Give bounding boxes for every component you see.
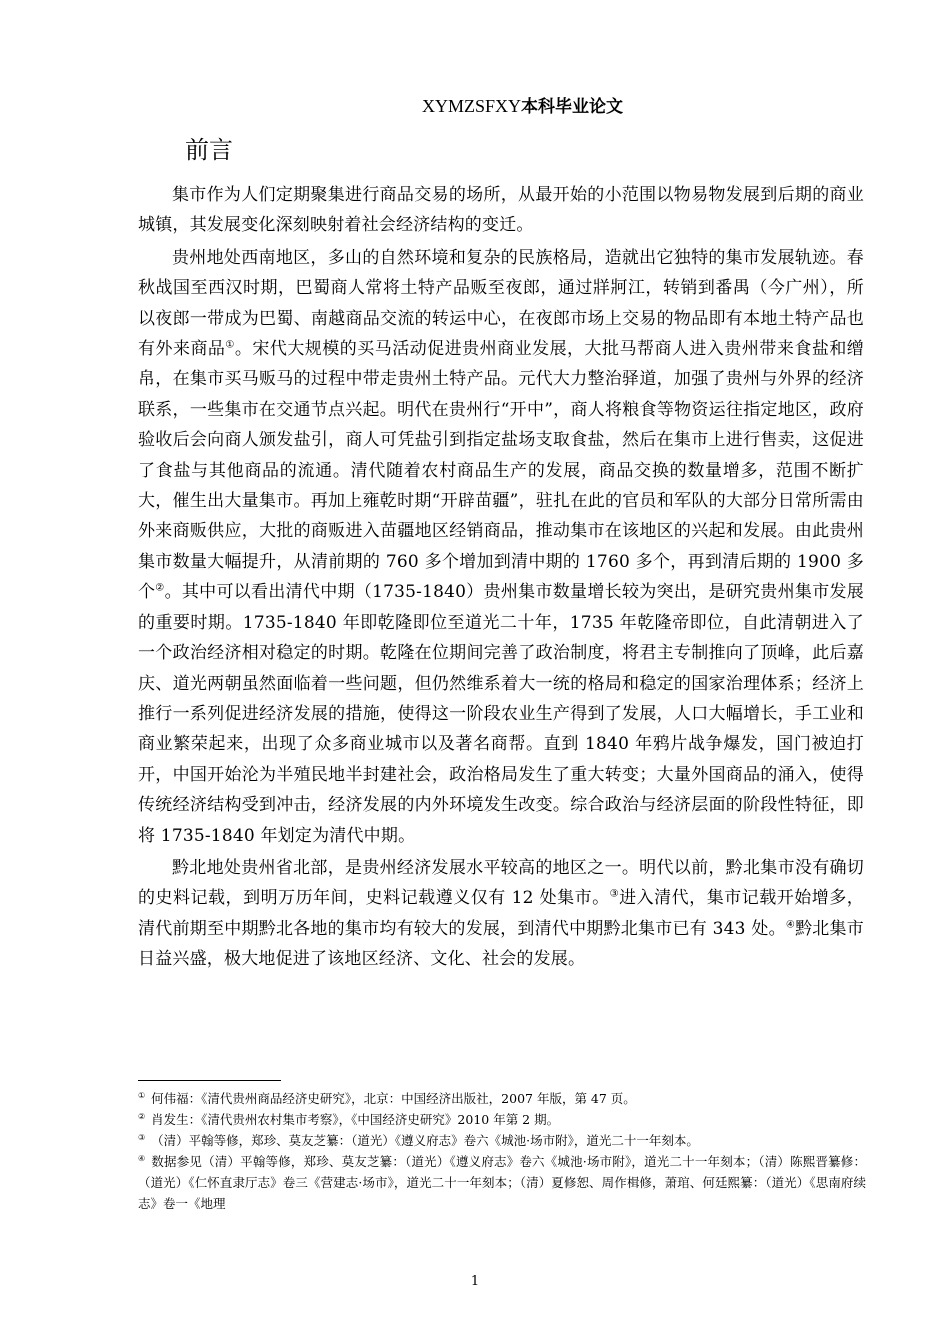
footnotes	[138, 1088, 866, 1214]
footnote-separator	[138, 1080, 281, 1081]
running-header	[0, 94, 950, 119]
footnote-ref-4[interactable]: ④	[785, 919, 796, 931]
footnote-2-text: 肖发生：《清代贵州农村集市考察》，《中国经济史研究》2010 年第 2 期。	[151, 1112, 560, 1127]
page-number: 1	[470, 1274, 480, 1289]
paragraph-3	[138, 853, 864, 975]
footnote-ref-1[interactable]: ①	[225, 339, 235, 351]
footnote-ref-2[interactable]: ②	[155, 582, 165, 594]
footnote-4	[138, 1151, 866, 1214]
header-label: 本科毕业论文	[521, 97, 624, 117]
footnote-ref-3[interactable]: ③	[609, 888, 620, 900]
paragraph-3-text-a: 黔北地处贵州省北部，是贵州经济发展水平较高的地区之一。明代以前，黔北集市没有确切的史料记载，到明万历年间，史料记载遵义仅有 12 处集市。	[138, 857, 864, 909]
paragraph-1	[138, 180, 864, 241]
paragraph-2	[138, 243, 864, 851]
footnote-4-mark: ④	[138, 1153, 146, 1163]
paragraph-1-text: 集市作为人们定期聚集进行商品交易的场所，从最开始的小范围以物易物发展到后期的商业城镇，其发展变化深刻映射着社会经济结构的变迁。	[138, 185, 864, 236]
footnote-4-text: 数据参见（清）平翰等修，郑珍、莫友芝纂：（道光）《遵义府志》卷六《城池·场市附》，道光二十一年刻本；（清）陈熙晋纂修：（道光）《仁怀直隶厅志》卷三《营建志·场市》，道光二十一年刻本；（清）夏修恕、周作楫修，萧琯、何廷熙纂：（道光）《思南府续志》卷一《地理	[138, 1154, 866, 1211]
footnote-1-mark: ①	[138, 1090, 146, 1100]
paragraph-2-text-b: 。宋代大规模的买马活动促进贵州商业发展，大批马帮商人进入贵州带来食盐和缯帛，在集市买马贩马的过程中带走贵州土特产品。元代大力整治驿道，加强了贵州与外界的经济联系，一些集市在交通节点兴起。明代在贵州行“开中”，商人将粮食等物资运往指定地区，政府验收后会向商人颁发盐引，商人可凭盐引到指定盐场支取食盐，然后在集市上进行售卖，这促进了食盐与其他商品的流通。清代随着农村商品生产的发展，商品交换的数量增多，范围不断扩大，催生出大量集市。再加上雍乾时期“开辟苗疆”，驻扎在此的官员和军队的大部分日常所需由外来商贩供应，大批的商贩进入苗疆地区经销商品，推动集市在该地区的兴起和发展。由此贵州集市数量大幅提升，从清前期的 760 多个增加到清中期的 1760 多个，再到清后期的 1900 多个	[138, 339, 864, 603]
footnote-1	[138, 1088, 866, 1109]
footnote-2-mark: ②	[138, 1111, 146, 1121]
header-school-id: XYMZSFXY	[421, 96, 522, 116]
footnote-3-mark: ③	[138, 1132, 146, 1142]
paragraph-3-text-c: 黔北集市日益兴盛，极大地促进了该地区经济、文化、社会的发展。	[138, 918, 864, 970]
paragraph-2-text-a: 贵州地处西南地区，多山的自然环境和复杂的民族格局，造就出它独特的集市发展轨迹。春秋战国至西汉时期，巴蜀商人常将土特产品贩至夜郎，通过牂牁江，转销到番禺（今广州），所以夜郎一带成为巴蜀、南越商品交流的转运中心，在夜郎市场上交易的物品即有本地土特产品也有外来商品	[138, 247, 864, 360]
paragraph-3-text-b: 进入清代，集市记载开始增多，清代前期至中期黔北各地的集市均有较大的发展，到清代中期黔北集市已有 343 处。	[138, 888, 864, 939]
section-title: 前言	[185, 136, 233, 164]
body-text	[138, 180, 864, 975]
footnote-3-text: （清）平翰等修，郑珍、莫友芝纂：（道光）《遵义府志》卷六《城池·场市附》，道光二十一年刻本。	[151, 1133, 699, 1148]
footnote-3	[138, 1130, 866, 1151]
paragraph-2-text-c: 。其中可以看出清代中期（1735-1840）贵州集市数量增长较为突出，是研究贵州集市发展的重要时期。1735-1840 年即乾隆即位至道光二十年，1735 年乾隆帝即位，自此清朝进入了一个政治经济相对稳定的时期。乾隆在位期间完善了政治制度，将君主专制推向了顶峰，此后嘉庆、道光两朝虽然面临着一些问题，但仍然维系着大一统的格局和稳定的国家治理体系；经济上推行一系列促进经济发展的措施，使得这一阶段农业生产得到了发展，人口大幅增长，手工业和商业繁荣起来，出现了众多商业城市以及著名商帮。直到 1840 年鸦片战争爆发，国门被迫打开，中国开始沦为半殖民地半封建社会，政治格局发生了重大转变；大量外国商品的涌入，使得传统经济结构受到冲击，经济发展的内外环境发生改变。综合政治与经济层面的阶段性特征，即将 1735-1840 年划定为清代中期。	[138, 582, 864, 846]
footnote-1-text: 何伟福：《清代贵州商品经济史研究》，北京：中国经济出版社，2007 年版，第 47 页。	[151, 1091, 636, 1106]
footnote-2	[138, 1109, 866, 1130]
